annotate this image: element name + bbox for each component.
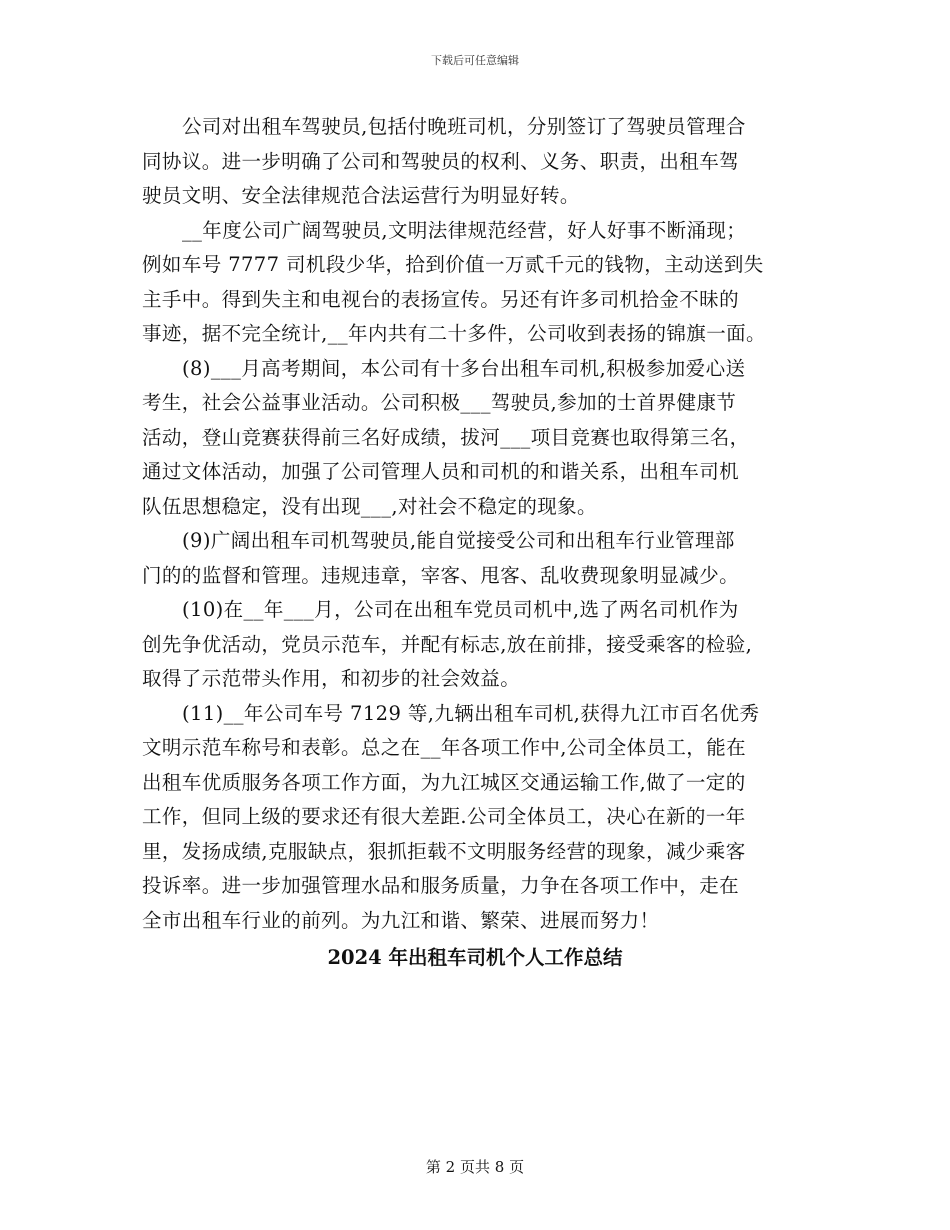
text-line: 全市出租车行业的前列。为九江和谐、繁荣、进展而努力！ [142, 908, 660, 932]
text-line: 同协议。进一步明确了公司和驾驶员的权利、义务、职责，出租车驾 [142, 149, 740, 173]
text-line: 活动，登山竞赛获得前三名好成绩，拔河___项目竞赛也取得第三名， [142, 425, 750, 449]
text-line: 里，发扬成绩,克服缺点，狠抓拒载不文明服务经营的现象，减少乘客 [142, 839, 746, 863]
text-line: 驶员文明、安全法律规范合法运营行为明显好转。 [142, 184, 580, 207]
text-line: (8)___月高考期间，本公司有十多台出租车司机,积极参加爱心送 [182, 356, 746, 380]
section-title: 2024 年出租车司机个人工作总结 [327, 946, 623, 969]
text-line: (9)广阔出租车司机驾驶员,能自觉接受公司和出租车行业管理部 [182, 529, 735, 552]
text-line: 投诉率。进一步加强管理水品和服务质量，力争在各项工作中，走在 [142, 874, 740, 897]
page-header-note: 下载后可任意编辑 [431, 54, 519, 67]
paragraph-good-deeds [142, 214, 808, 352]
text-line: (10)在__年___月，公司在出租车党员司机中,选了两名司机作为 [182, 598, 739, 621]
text-line: (11)__年公司车号 7129 等,九辆出租车司机,获得九江市百名优秀 [182, 701, 760, 725]
page-number-footer: 第 2 页共 8 页 [425, 1158, 525, 1176]
text-line: 主手中。得到失主和电视台的表扬宣传。另还有许多司机拾金不昧的 [142, 287, 740, 311]
paragraph-item-11 [142, 697, 808, 939]
paragraph-contract [142, 110, 808, 214]
text-line: 事迹，据不完全统计,__年内共有二十多件，公司收到表扬的锦旗一面。 [142, 322, 766, 345]
text-line: 例如车号 7777 司机段少华，拾到价值一万贰千元的钱物，主动送到失 [142, 253, 764, 276]
text-line: 工作，但同上级的要求还有很大差距.公司全体员工，决心在新的一年 [142, 805, 746, 828]
text-line: 出租车优质服务各项工作方面，为九江城区交通运输工作,做了一定的 [142, 770, 746, 794]
text-line: 门的的监督和管理。违规违章，宰客、甩客、乱收费现象明显减少。 [142, 563, 740, 587]
paragraph-item-9 [142, 524, 808, 593]
document-body [142, 110, 808, 976]
text-line: 公司对出租车驾驶员,包括付晚班司机，分别签订了驾驶员管理合 [182, 115, 746, 138]
text-line: 取得了示范带头作用，和初步的社会效益。 [142, 667, 521, 690]
text-line: 队伍思想稳定，没有出现___,对社会不稳定的现象。 [142, 494, 597, 518]
text-line: 创先争优活动，党员示范车，并配有标志,放在前排，接受乘客的检验, [142, 632, 753, 656]
text-line: 通过文体活动，加强了公司管理人员和司机的和谐关系，出租车司机 [142, 460, 740, 483]
text-line: 文明示范车称号和表彰。总之在__年各项工作中,公司全体员工，能在 [142, 736, 746, 759]
text-line: 考生，社会公益事业活动。公司积极___驾驶员,参加的士首界健康节 [142, 391, 737, 414]
paragraph-item-10 [142, 593, 808, 697]
paragraph-item-8 [142, 352, 808, 525]
text-line: __年度公司广阔驾驶员,文明法律规范经营，好人好事不断涌现； [182, 218, 747, 242]
